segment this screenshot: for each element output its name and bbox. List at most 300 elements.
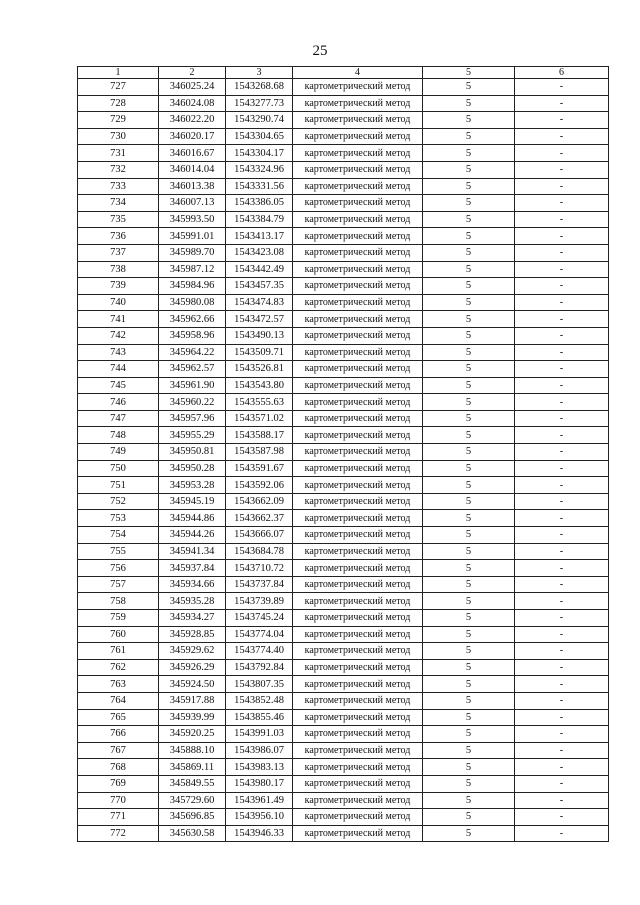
point-number-cell: 742 [78, 327, 159, 344]
accuracy-cell: 5 [423, 444, 515, 461]
table-row [78, 460, 609, 477]
point-number-cell: 763 [78, 676, 159, 693]
note-cell: - [515, 427, 609, 444]
method-cell: картометрический метод [293, 195, 423, 212]
point-number-cell: 765 [78, 709, 159, 726]
accuracy-cell: 5 [423, 477, 515, 494]
point-number-cell: 730 [78, 128, 159, 145]
note-cell: - [515, 145, 609, 162]
accuracy-cell: 5 [423, 709, 515, 726]
method-cell: картометрический метод [293, 444, 423, 461]
accuracy-cell: 5 [423, 410, 515, 427]
accuracy-cell: 5 [423, 427, 515, 444]
x-coordinate-cell: 345920.25 [159, 726, 226, 743]
note-cell: - [515, 792, 609, 809]
method-cell: картометрический метод [293, 477, 423, 494]
point-number-cell: 769 [78, 775, 159, 792]
method-cell: картометрический метод [293, 626, 423, 643]
x-coordinate-cell: 345957.96 [159, 410, 226, 427]
note-cell: - [515, 112, 609, 129]
point-number-cell: 770 [78, 792, 159, 809]
y-coordinate-cell: 1543792.84 [226, 659, 293, 676]
table-row [78, 311, 609, 328]
y-coordinate-cell: 1543991.03 [226, 726, 293, 743]
method-cell: картометрический метод [293, 128, 423, 145]
method-cell: картометрический метод [293, 228, 423, 245]
note-cell: - [515, 128, 609, 145]
accuracy-cell: 5 [423, 394, 515, 411]
point-number-cell: 767 [78, 742, 159, 759]
x-coordinate-cell: 345849.55 [159, 775, 226, 792]
table-row [78, 444, 609, 461]
point-number-cell: 751 [78, 477, 159, 494]
x-coordinate-cell: 346020.17 [159, 128, 226, 145]
method-cell: картометрический метод [293, 775, 423, 792]
x-coordinate-cell: 345944.26 [159, 527, 226, 544]
point-number-cell: 764 [78, 692, 159, 709]
point-number-cell: 736 [78, 228, 159, 245]
note-cell: - [515, 294, 609, 311]
accuracy-cell: 5 [423, 95, 515, 112]
table-row [78, 759, 609, 776]
table-row [78, 510, 609, 527]
note-cell: - [515, 79, 609, 96]
accuracy-cell: 5 [423, 128, 515, 145]
note-cell: - [515, 444, 609, 461]
note-cell: - [515, 510, 609, 527]
point-number-cell: 740 [78, 294, 159, 311]
x-coordinate-cell: 345926.29 [159, 659, 226, 676]
table-row [78, 161, 609, 178]
x-coordinate-cell: 345729.60 [159, 792, 226, 809]
y-coordinate-cell: 1543571.02 [226, 410, 293, 427]
table-row [78, 211, 609, 228]
header-cell-4: 4 [293, 67, 423, 79]
method-cell: картометрический метод [293, 692, 423, 709]
point-number-cell: 750 [78, 460, 159, 477]
note-cell: - [515, 527, 609, 544]
header-cell-6: 6 [515, 67, 609, 79]
method-cell: картометрический метод [293, 643, 423, 660]
table-row [78, 543, 609, 560]
method-cell: картометрический метод [293, 427, 423, 444]
accuracy-cell: 5 [423, 643, 515, 660]
point-number-cell: 772 [78, 825, 159, 842]
table-row [78, 659, 609, 676]
note-cell: - [515, 377, 609, 394]
table-row [78, 610, 609, 627]
method-cell: картометрический метод [293, 460, 423, 477]
method-cell: картометрический метод [293, 112, 423, 129]
y-coordinate-cell: 1543386.05 [226, 195, 293, 212]
point-number-cell: 755 [78, 543, 159, 560]
method-cell: картометрический метод [293, 95, 423, 112]
method-cell: картометрический метод [293, 593, 423, 610]
method-cell: картометрический метод [293, 261, 423, 278]
table-row [78, 477, 609, 494]
x-coordinate-cell: 346014.04 [159, 161, 226, 178]
method-cell: картометрический метод [293, 377, 423, 394]
x-coordinate-cell: 345888.10 [159, 742, 226, 759]
x-coordinate-cell: 345950.81 [159, 444, 226, 461]
note-cell: - [515, 692, 609, 709]
accuracy-cell: 5 [423, 178, 515, 195]
accuracy-cell: 5 [423, 792, 515, 809]
table-row [78, 361, 609, 378]
note-cell: - [515, 560, 609, 577]
accuracy-cell: 5 [423, 112, 515, 129]
accuracy-cell: 5 [423, 211, 515, 228]
table-row [78, 709, 609, 726]
header-cell-2: 2 [159, 67, 226, 79]
y-coordinate-cell: 1543662.09 [226, 493, 293, 510]
y-coordinate-cell: 1543442.49 [226, 261, 293, 278]
table-row [78, 692, 609, 709]
y-coordinate-cell: 1543591.67 [226, 460, 293, 477]
y-coordinate-cell: 1543587.98 [226, 444, 293, 461]
y-coordinate-cell: 1543946.33 [226, 825, 293, 842]
accuracy-cell: 5 [423, 278, 515, 295]
x-coordinate-cell: 345964.22 [159, 344, 226, 361]
note-cell: - [515, 394, 609, 411]
accuracy-cell: 5 [423, 560, 515, 577]
y-coordinate-cell: 1543745.24 [226, 610, 293, 627]
method-cell: картометрический метод [293, 726, 423, 743]
point-number-cell: 741 [78, 311, 159, 328]
point-number-cell: 757 [78, 576, 159, 593]
y-coordinate-cell: 1543331.56 [226, 178, 293, 195]
point-number-cell: 760 [78, 626, 159, 643]
note-cell: - [515, 610, 609, 627]
note-cell: - [515, 460, 609, 477]
method-cell: картометрический метод [293, 394, 423, 411]
table-row [78, 95, 609, 112]
table-row [78, 643, 609, 660]
point-number-cell: 732 [78, 161, 159, 178]
point-number-cell: 753 [78, 510, 159, 527]
x-coordinate-cell: 346022.20 [159, 112, 226, 129]
x-coordinate-cell: 345953.28 [159, 477, 226, 494]
table-row [78, 427, 609, 444]
x-coordinate-cell: 345962.57 [159, 361, 226, 378]
point-number-cell: 752 [78, 493, 159, 510]
note-cell: - [515, 244, 609, 261]
y-coordinate-cell: 1543457.35 [226, 278, 293, 295]
x-coordinate-cell: 345961.90 [159, 377, 226, 394]
method-cell: картометрический метод [293, 161, 423, 178]
x-coordinate-cell: 345917.88 [159, 692, 226, 709]
y-coordinate-cell: 1543662.37 [226, 510, 293, 527]
table-row [78, 493, 609, 510]
x-coordinate-cell: 345929.62 [159, 643, 226, 660]
table-row [78, 527, 609, 544]
method-cell: картометрический метод [293, 510, 423, 527]
accuracy-cell: 5 [423, 377, 515, 394]
method-cell: картометрический метод [293, 543, 423, 560]
note-cell: - [515, 261, 609, 278]
table-header [78, 67, 609, 79]
table-row [78, 178, 609, 195]
table-row [78, 593, 609, 610]
y-coordinate-cell: 1543474.83 [226, 294, 293, 311]
table-row [78, 128, 609, 145]
table-row [78, 261, 609, 278]
note-cell: - [515, 311, 609, 328]
table-row [78, 278, 609, 295]
x-coordinate-cell: 346013.38 [159, 178, 226, 195]
x-coordinate-cell: 345980.08 [159, 294, 226, 311]
method-cell: картометрический метод [293, 244, 423, 261]
x-coordinate-cell: 345993.50 [159, 211, 226, 228]
note-cell: - [515, 493, 609, 510]
coordinates-table [77, 66, 609, 842]
method-cell: картометрический метод [293, 178, 423, 195]
header-cell-1: 1 [78, 67, 159, 79]
table-row [78, 775, 609, 792]
table-row [78, 576, 609, 593]
header-row [78, 67, 609, 79]
table-row [78, 145, 609, 162]
method-cell: картометрический метод [293, 610, 423, 627]
point-number-cell: 759 [78, 610, 159, 627]
accuracy-cell: 5 [423, 626, 515, 643]
note-cell: - [515, 643, 609, 660]
note-cell: - [515, 410, 609, 427]
note-cell: - [515, 195, 609, 212]
accuracy-cell: 5 [423, 543, 515, 560]
x-coordinate-cell: 345989.70 [159, 244, 226, 261]
table-row [78, 742, 609, 759]
accuracy-cell: 5 [423, 161, 515, 178]
y-coordinate-cell: 1543666.07 [226, 527, 293, 544]
table-row [78, 294, 609, 311]
x-coordinate-cell: 345696.85 [159, 809, 226, 826]
note-cell: - [515, 626, 609, 643]
table-row [78, 377, 609, 394]
accuracy-cell: 5 [423, 659, 515, 676]
note-cell: - [515, 178, 609, 195]
y-coordinate-cell: 1543526.81 [226, 361, 293, 378]
note-cell: - [515, 593, 609, 610]
accuracy-cell: 5 [423, 460, 515, 477]
table-row [78, 792, 609, 809]
accuracy-cell: 5 [423, 145, 515, 162]
x-coordinate-cell: 346007.13 [159, 195, 226, 212]
point-number-cell: 754 [78, 527, 159, 544]
point-number-cell: 756 [78, 560, 159, 577]
table-row [78, 676, 609, 693]
table-row [78, 112, 609, 129]
point-number-cell: 727 [78, 79, 159, 96]
point-number-cell: 766 [78, 726, 159, 743]
point-number-cell: 734 [78, 195, 159, 212]
note-cell: - [515, 361, 609, 378]
note-cell: - [515, 95, 609, 112]
y-coordinate-cell: 1543384.79 [226, 211, 293, 228]
table-row [78, 244, 609, 261]
y-coordinate-cell: 1543739.89 [226, 593, 293, 610]
point-number-cell: 758 [78, 593, 159, 610]
point-number-cell: 743 [78, 344, 159, 361]
accuracy-cell: 5 [423, 327, 515, 344]
note-cell: - [515, 543, 609, 560]
accuracy-cell: 5 [423, 676, 515, 693]
accuracy-cell: 5 [423, 361, 515, 378]
accuracy-cell: 5 [423, 775, 515, 792]
y-coordinate-cell: 1543737.84 [226, 576, 293, 593]
method-cell: картометрический метод [293, 709, 423, 726]
accuracy-cell: 5 [423, 344, 515, 361]
table-body [78, 79, 609, 842]
y-coordinate-cell: 1543983.13 [226, 759, 293, 776]
table-row [78, 825, 609, 842]
x-coordinate-cell: 345950.28 [159, 460, 226, 477]
accuracy-cell: 5 [423, 311, 515, 328]
x-coordinate-cell: 346025.24 [159, 79, 226, 96]
method-cell: картометрический метод [293, 809, 423, 826]
accuracy-cell: 5 [423, 79, 515, 96]
point-number-cell: 762 [78, 659, 159, 676]
y-coordinate-cell: 1543980.17 [226, 775, 293, 792]
y-coordinate-cell: 1543324.96 [226, 161, 293, 178]
note-cell: - [515, 477, 609, 494]
table-row [78, 726, 609, 743]
note-cell: - [515, 709, 609, 726]
x-coordinate-cell: 346016.67 [159, 145, 226, 162]
x-coordinate-cell: 345630.58 [159, 825, 226, 842]
table-row [78, 809, 609, 826]
note-cell: - [515, 344, 609, 361]
x-coordinate-cell: 345991.01 [159, 228, 226, 245]
table-row [78, 195, 609, 212]
point-number-cell: 731 [78, 145, 159, 162]
y-coordinate-cell: 1543852.48 [226, 692, 293, 709]
method-cell: картометрический метод [293, 676, 423, 693]
y-coordinate-cell: 1543592.06 [226, 477, 293, 494]
method-cell: картометрический метод [293, 410, 423, 427]
note-cell: - [515, 676, 609, 693]
header-cell-3: 3 [226, 67, 293, 79]
table-row [78, 79, 609, 96]
method-cell: картометрический метод [293, 361, 423, 378]
point-number-cell: 728 [78, 95, 159, 112]
point-number-cell: 748 [78, 427, 159, 444]
note-cell: - [515, 211, 609, 228]
method-cell: картометрический метод [293, 311, 423, 328]
y-coordinate-cell: 1543774.04 [226, 626, 293, 643]
method-cell: картометрический метод [293, 344, 423, 361]
y-coordinate-cell: 1543490.13 [226, 327, 293, 344]
y-coordinate-cell: 1543986.07 [226, 742, 293, 759]
point-number-cell: 771 [78, 809, 159, 826]
method-cell: картометрический метод [293, 327, 423, 344]
method-cell: картометрический метод [293, 211, 423, 228]
method-cell: картометрический метод [293, 759, 423, 776]
x-coordinate-cell: 345962.66 [159, 311, 226, 328]
y-coordinate-cell: 1543774.40 [226, 643, 293, 660]
accuracy-cell: 5 [423, 510, 515, 527]
point-number-cell: 745 [78, 377, 159, 394]
accuracy-cell: 5 [423, 742, 515, 759]
note-cell: - [515, 278, 609, 295]
accuracy-cell: 5 [423, 195, 515, 212]
point-number-cell: 735 [78, 211, 159, 228]
x-coordinate-cell: 345941.34 [159, 543, 226, 560]
accuracy-cell: 5 [423, 726, 515, 743]
note-cell: - [515, 775, 609, 792]
x-coordinate-cell: 345987.12 [159, 261, 226, 278]
point-number-cell: 738 [78, 261, 159, 278]
y-coordinate-cell: 1543304.17 [226, 145, 293, 162]
table-row [78, 327, 609, 344]
x-coordinate-cell: 345945.19 [159, 493, 226, 510]
point-number-cell: 744 [78, 361, 159, 378]
accuracy-cell: 5 [423, 809, 515, 826]
note-cell: - [515, 759, 609, 776]
x-coordinate-cell: 345958.96 [159, 327, 226, 344]
accuracy-cell: 5 [423, 593, 515, 610]
y-coordinate-cell: 1543684.78 [226, 543, 293, 560]
method-cell: картометрический метод [293, 742, 423, 759]
y-coordinate-cell: 1543543.80 [226, 377, 293, 394]
point-number-cell: 737 [78, 244, 159, 261]
x-coordinate-cell: 345939.99 [159, 709, 226, 726]
y-coordinate-cell: 1543710.72 [226, 560, 293, 577]
y-coordinate-cell: 1543509.71 [226, 344, 293, 361]
accuracy-cell: 5 [423, 244, 515, 261]
y-coordinate-cell: 1543413.17 [226, 228, 293, 245]
x-coordinate-cell: 345944.86 [159, 510, 226, 527]
x-coordinate-cell: 345955.29 [159, 427, 226, 444]
header-cell-5: 5 [423, 67, 515, 79]
accuracy-cell: 5 [423, 294, 515, 311]
note-cell: - [515, 228, 609, 245]
note-cell: - [515, 742, 609, 759]
note-cell: - [515, 576, 609, 593]
accuracy-cell: 5 [423, 228, 515, 245]
y-coordinate-cell: 1543555.63 [226, 394, 293, 411]
note-cell: - [515, 327, 609, 344]
y-coordinate-cell: 1543304.65 [226, 128, 293, 145]
y-coordinate-cell: 1543277.73 [226, 95, 293, 112]
method-cell: картометрический метод [293, 659, 423, 676]
y-coordinate-cell: 1543961.49 [226, 792, 293, 809]
method-cell: картометрический метод [293, 560, 423, 577]
accuracy-cell: 5 [423, 527, 515, 544]
point-number-cell: 749 [78, 444, 159, 461]
method-cell: картометрический метод [293, 792, 423, 809]
accuracy-cell: 5 [423, 825, 515, 842]
method-cell: картометрический метод [293, 493, 423, 510]
table-row [78, 626, 609, 643]
accuracy-cell: 5 [423, 759, 515, 776]
x-coordinate-cell: 345960.22 [159, 394, 226, 411]
x-coordinate-cell: 345984.96 [159, 278, 226, 295]
point-number-cell: 761 [78, 643, 159, 660]
x-coordinate-cell: 345934.66 [159, 576, 226, 593]
accuracy-cell: 5 [423, 610, 515, 627]
y-coordinate-cell: 1543290.74 [226, 112, 293, 129]
accuracy-cell: 5 [423, 576, 515, 593]
method-cell: картометрический метод [293, 576, 423, 593]
table-row [78, 228, 609, 245]
x-coordinate-cell: 345928.85 [159, 626, 226, 643]
note-cell: - [515, 825, 609, 842]
y-coordinate-cell: 1543472.57 [226, 311, 293, 328]
note-cell: - [515, 659, 609, 676]
method-cell: картометрический метод [293, 79, 423, 96]
y-coordinate-cell: 1543956.10 [226, 809, 293, 826]
